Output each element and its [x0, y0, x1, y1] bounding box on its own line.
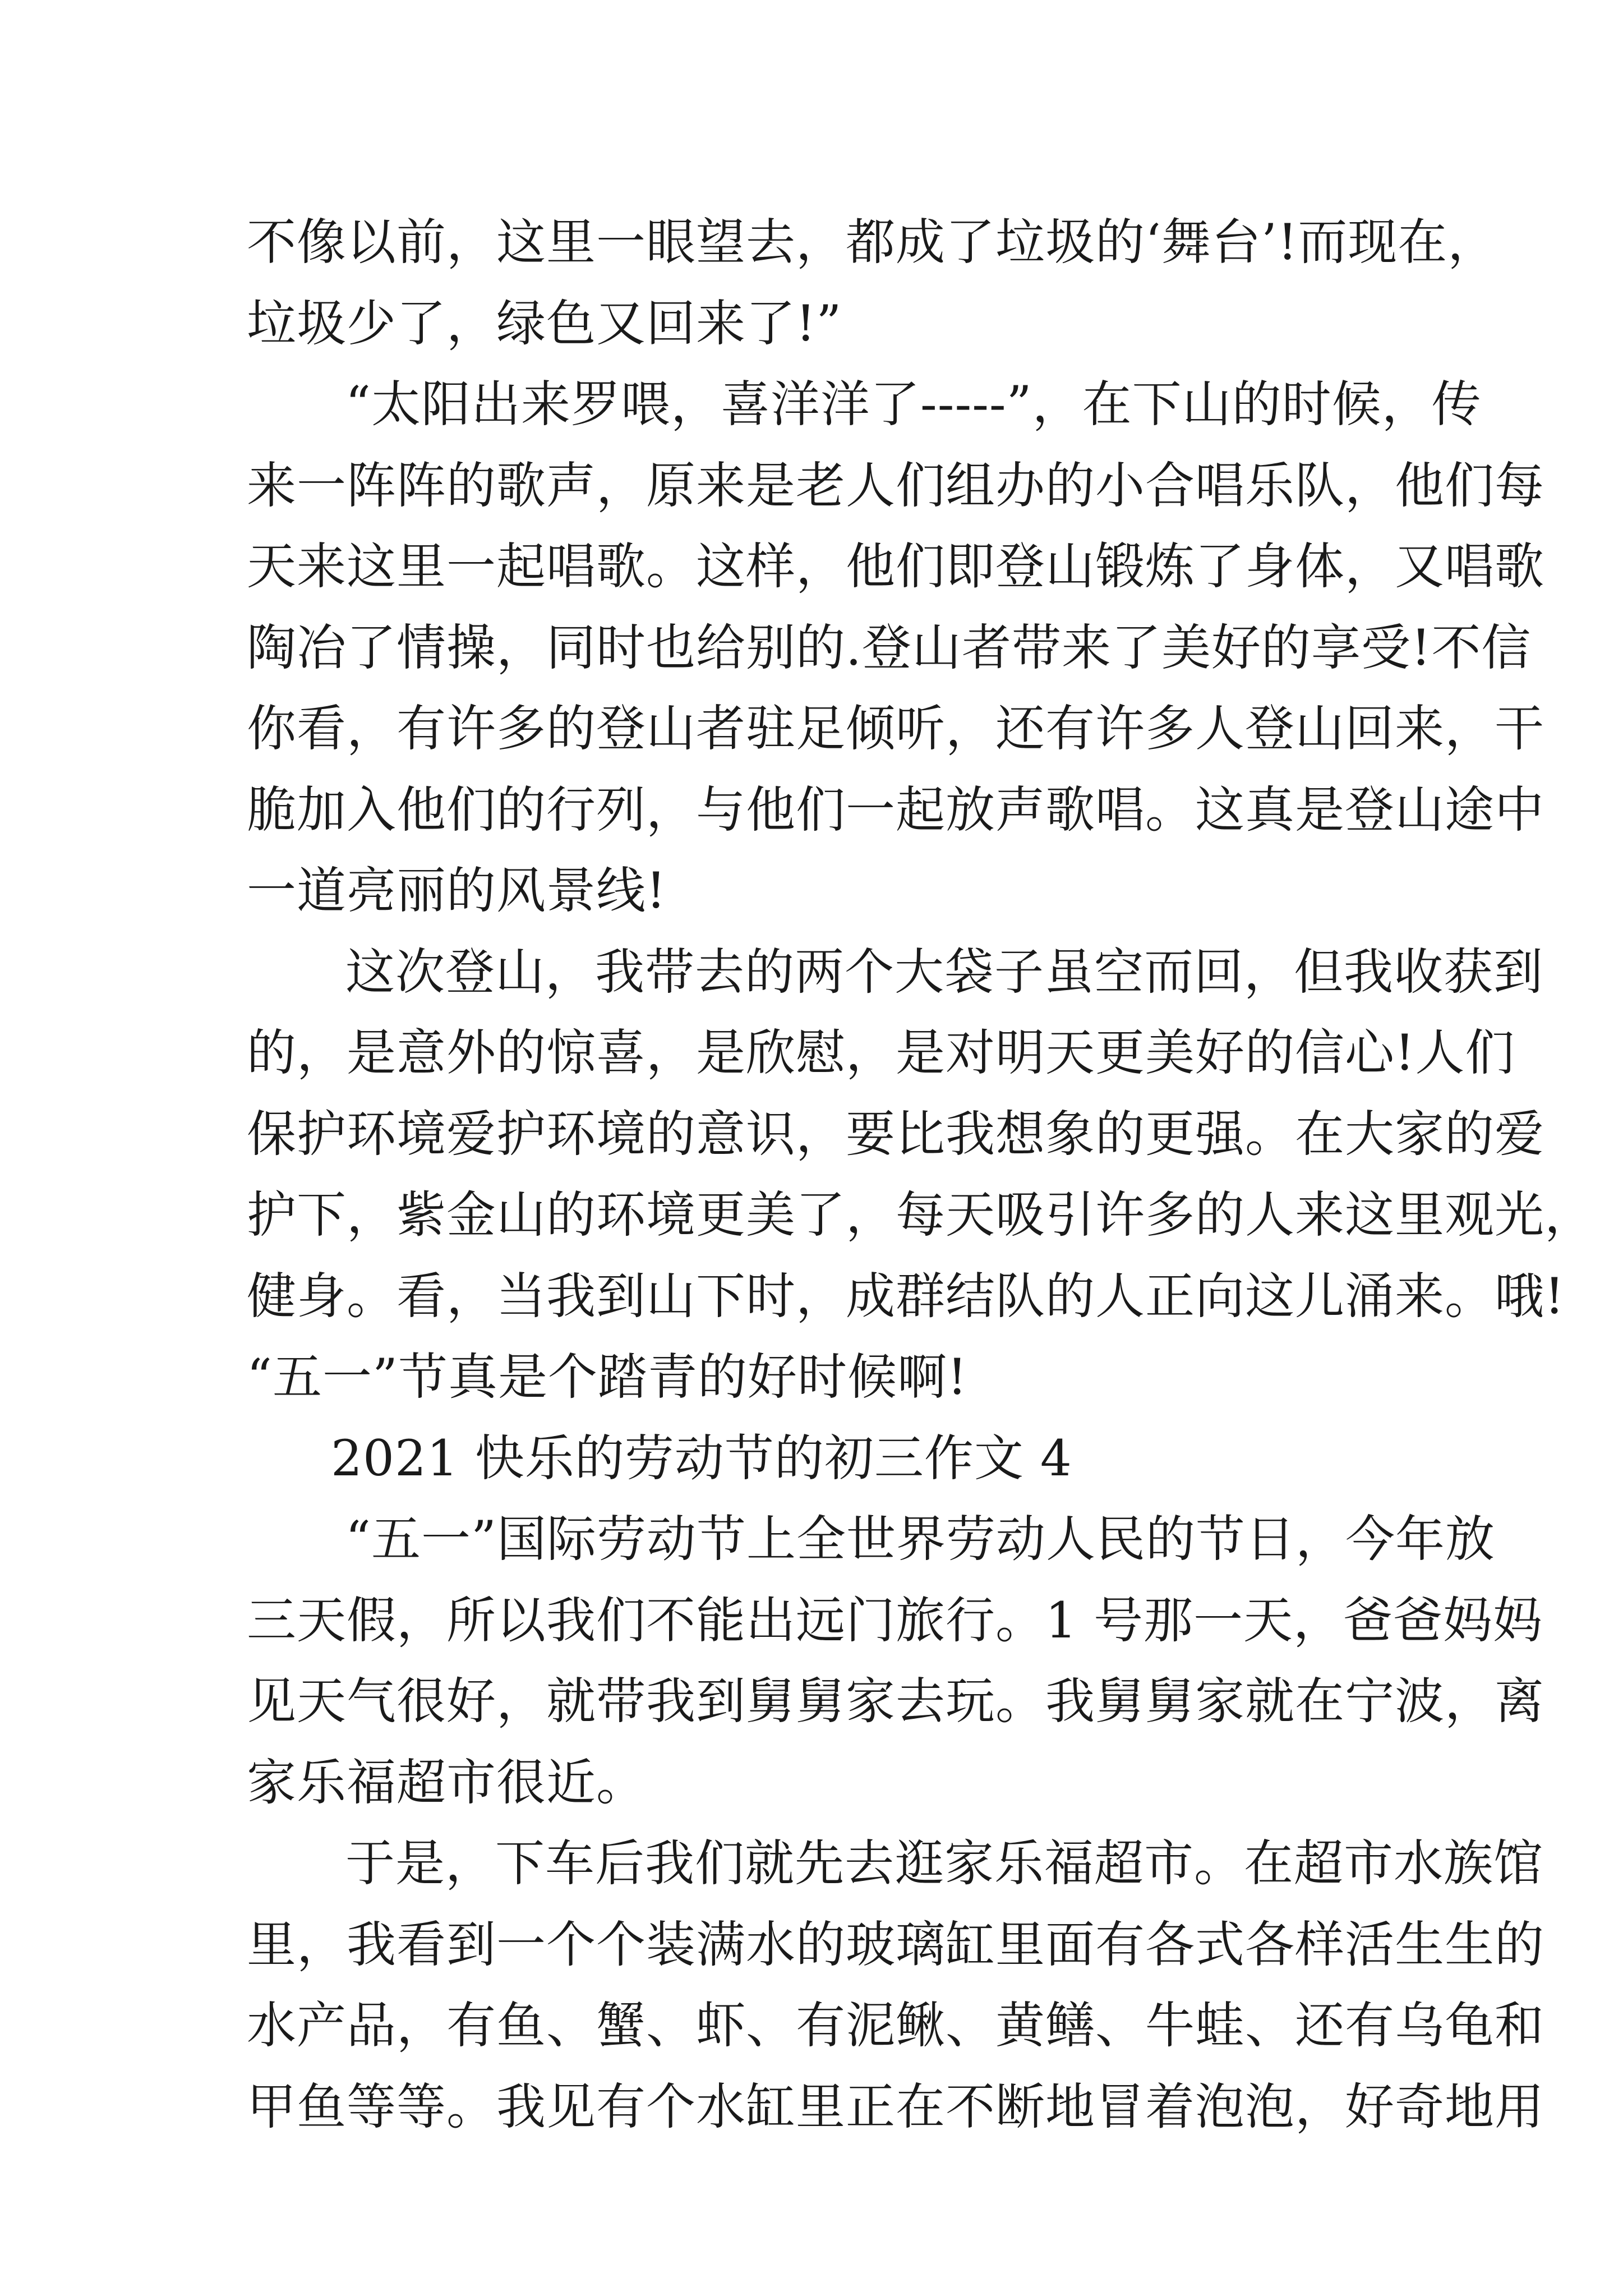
- paragraph-holiday: [247, 1499, 1545, 1823]
- text-line: “太阳出来罗喂，喜洋洋了-----”，在下山的时候，传: [345, 375, 1482, 433]
- text-line: 陶冶了情操，同时也给别的.登山者带来了美好的享受!不信: [247, 618, 1532, 677]
- text-line: 保护环境爱护环境的意识，要比我想象的更强。在大家的爱: [247, 1105, 1545, 1163]
- text-line: “五一”国际劳动节上全世界劳动人民的节日，今年放: [345, 1510, 1495, 1568]
- text-line: 水产品，有鱼、蟹、虾、有泥鳅、黄鳝、牛蛙、还有乌龟和: [247, 1996, 1545, 2054]
- text-line: 健身。看，当我到山下时，成群结队的人正向这儿涌来。哦!: [247, 1267, 1565, 1325]
- text-line: 垃圾少了，绿色又回来了!”: [247, 294, 842, 352]
- paragraph-song: [247, 364, 1545, 932]
- text-line: 一道亮丽的风景线!: [247, 862, 667, 919]
- text-line: 天来这里一起唱歌。这样，他们即登山锻炼了身体，又唱歌: [247, 537, 1545, 595]
- text-line: 你看，有许多的登山者驻足倾听，还有许多人登山回来，干: [247, 700, 1545, 757]
- text-line: 三天假，所以我们不能出远门旅行。1 号那一天，爸爸妈妈: [247, 1591, 1543, 1649]
- document-body: [247, 202, 1595, 2147]
- paragraph-harvest: [247, 932, 1595, 1418]
- text-line: 里，我看到一个个装满水的玻璃缸里面有各式各样活生生的: [247, 1915, 1545, 1973]
- text-line: 见天气很好，就带我到舅舅家去玩。我舅舅家就在宁波，离: [247, 1672, 1545, 1730]
- text-line: “五一”节真是个踏青的好时候啊!: [247, 1348, 968, 1406]
- text-line: 护下，紫金山的环境更美了，每天吸引许多的人来这里观光，: [247, 1186, 1595, 1244]
- text-line: 来一阵阵的歌声，原来是老人们组办的小合唱乐队，他们每: [247, 456, 1545, 514]
- essay-heading: 2021 快乐的劳动节的初三作文 4: [331, 1429, 1072, 1487]
- paragraph-supermarket: [247, 1823, 1545, 2147]
- text-line: 脆加入他们的行列，与他们一起放声歌唱。这真是登山途中: [247, 780, 1545, 839]
- text-line: 于是，下车后我们就先去逛家乐福超市。在超市水族馆: [345, 1834, 1544, 1892]
- text-line: 家乐福超市很近。: [247, 1753, 647, 1811]
- paragraph-continuation: [247, 202, 1498, 364]
- text-line: 的，是意外的惊喜，是欣慰，是对明天更美好的信心!人们: [247, 1024, 1515, 1082]
- text-line: 这次登山，我带去的两个大袋子虽空而回，但我收获到: [345, 942, 1544, 1001]
- text-line: 不像以前，这里一眼望去，都成了垃圾的‘舞台’!而现在，: [247, 213, 1498, 271]
- text-line: 甲鱼等等。我见有个水缸里正在不断地冒着泡泡，好奇地用: [247, 2077, 1545, 2136]
